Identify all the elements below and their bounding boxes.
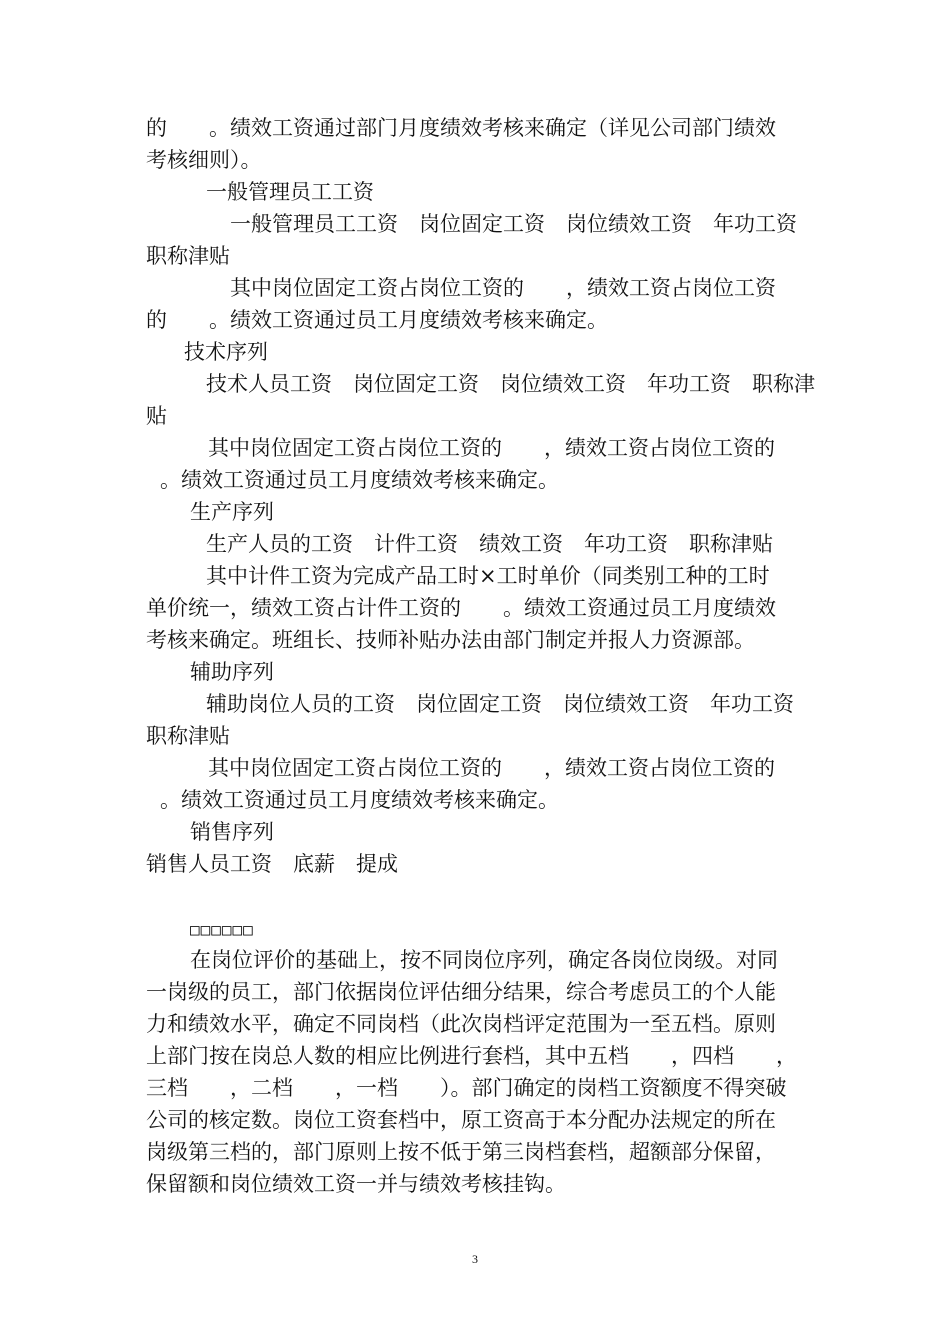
text-line: 销售人员工资 底薪 提成 (146, 852, 398, 876)
text-line: 三档 ，二档 ，一档 ）。部门确定的岗档工资额度不得突破 (146, 1076, 787, 1100)
text-line: 技术人员工资 岗位固定工资 岗位绩效工资 年功工资 职称津 (206, 372, 815, 396)
text-line: 在岗位评价的基础上，按不同岗位序列，确定各岗位岗级。对同 (190, 948, 778, 972)
text-line: 其中岗位固定工资占岗位工资的 ，绩效工资占岗位工资的 (208, 756, 775, 780)
page-number: 3 (472, 1252, 478, 1266)
text-line: 的 。绩效工资通过员工月度绩效考核来确定。 (146, 308, 608, 332)
text-line: 考核细则）。 (146, 148, 262, 172)
text-line: 辅助岗位人员的工资 岗位固定工资 岗位绩效工资 年功工资 (206, 692, 794, 716)
text-line: 单价统一，绩效工资占计件工资的 。绩效工资通过员工月度绩效 (146, 596, 776, 620)
text-line: 上部门按在岗总人数的相应比例进行套档，其中五档 ，四档 ， (146, 1044, 797, 1068)
text-line: 考核来确定。班组长、技师补贴办法由部门制定并报人力资源部。 (146, 628, 755, 652)
section-heading: 技术序列 (184, 340, 268, 364)
text-line: 保留额和岗位绩效工资一并与绩效考核挂钩。 (146, 1172, 566, 1196)
text-line: 生产人员的工资 计件工资 绩效工资 年功工资 职称津贴 (206, 532, 773, 556)
section-heading: 辅助序列 (190, 660, 274, 684)
section-heading: 一般管理员工工资 (206, 180, 374, 204)
section-heading: 生产序列 (190, 500, 274, 524)
text-line: 职称津贴 (146, 724, 230, 748)
text-line: 其中计件工资为完成产品工时×工时单价（同类别工种的工时 (206, 564, 770, 588)
text-line: 力和绩效水平，确定不同岗档（此次岗档评定范围为一至五档。原则 (146, 1012, 776, 1036)
text-line: 职称津贴 (146, 244, 230, 268)
text-line: 公司的核定数。岗位工资套档中，原工资高于本分配办法规定的所在 (146, 1108, 776, 1132)
text-line: 一般管理员工工资 岗位固定工资 岗位绩效工资 年功工资 (230, 212, 797, 236)
text-line: 其中岗位固定工资占岗位工资的 ，绩效工资占岗位工资的 (208, 436, 775, 460)
text-line: 其中岗位固定工资占岗位工资的 ，绩效工资占岗位工资 (230, 276, 776, 300)
text-line: 一岗级的员工，部门依据岗位评估细分结果，综合考虑员工的个人能 (146, 980, 776, 1004)
section-heading: 销售序列 (190, 820, 274, 844)
text-line: 岗级第三档的，部门原则上按不低于第三岗档套档，超额部分保留， (146, 1140, 776, 1164)
garbled-heading: □□□□□□ (190, 920, 254, 939)
text-line: 。绩效工资通过员工月度绩效考核来确定。 (160, 468, 559, 492)
text-line: 的 。绩效工资通过部门月度绩效考核来确定（详见公司部门绩效 (146, 116, 776, 140)
text-line: 贴 (146, 404, 167, 428)
text-line: 。绩效工资通过员工月度绩效考核来确定。 (160, 788, 559, 812)
